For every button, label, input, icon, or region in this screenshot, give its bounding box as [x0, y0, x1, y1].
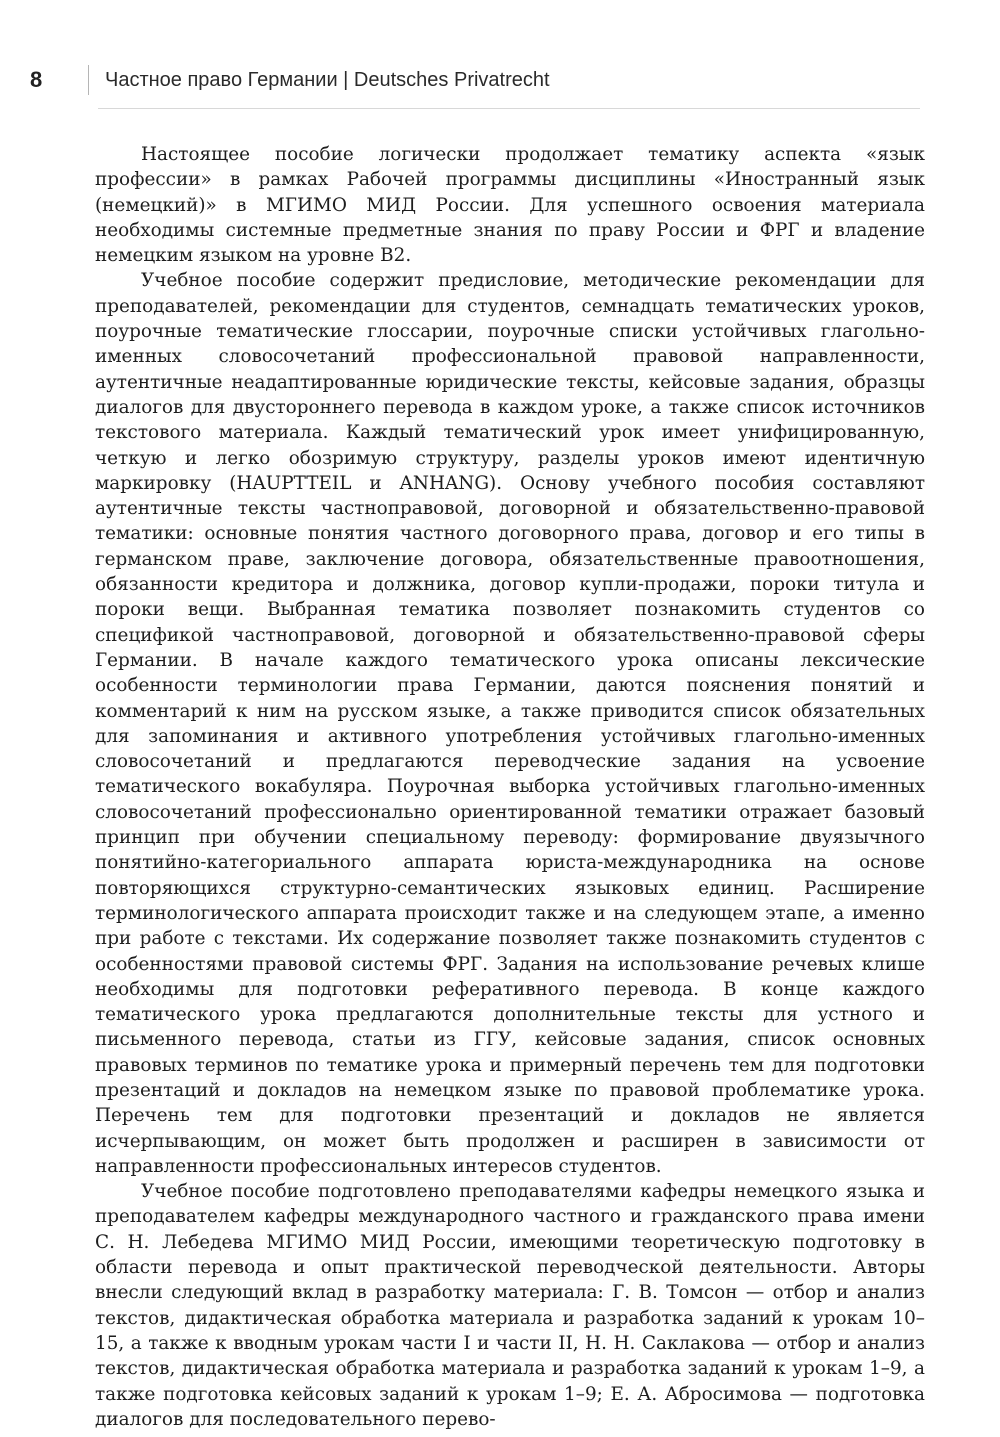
body-text	[95, 142, 925, 1432]
header-rule	[98, 108, 920, 109]
page-header	[30, 62, 920, 98]
header-separator	[88, 65, 89, 95]
page-number: 8	[30, 67, 43, 92]
paragraph: Настоящее пособие логически продолжает тематику аспекта «язык профессии» в рамках Рабочей программы дисциплины «Иностранный язык (немецкий)» в МГИМО МИД России. Для успешного освоения материала необходимы системные предметные знания по праву России и ФРГ и владение немецким языком на уровне B2.	[95, 144, 925, 267]
paragraph: Учебное пособие содержит предисловие, методические рекомендации для преподавателей, рекомендации для студентов, семнадцать тематических уроков, поурочные тематические глоссарии, поурочные списки устойчивых глагольно-именных словосочетаний профессиональной правовой направленности, аутентичные неадаптированные юридические тексты, кейсовые задания, образцы диалогов для двустороннего перевода в каждом уроке, а также список источников текстового материала. Каждый тематический урок имеет унифицированную, четкую и легко обозримую структуру, разделы уроков имеют идентичную маркировку (HAUPTTEIL и ANHANG). Основу учебного пособия составляют аутентичные тексты частноправовой, договорной и обязательственно-правовой тематики: основные понятия частного договорного права, договор и его типы в германском праве, заключение договора, обязательственные правоотношения, обязанности кредитора и должника, договор купли-продажи, пороки титула и пороки вещи. Выбранная тематика позволяет познакомить студентов со спецификой частноправовой, договорной и обязательственно-правовой сферы Германии. В начале каждого тематического урока описаны лексические особенности терминологии права Германии, даются пояснения понятий и комментарий к ним на русском языке, а также приводится список обязательных для запоминания и активного употребления устойчивых глагольно-именных словосочетаний и предлагаются переводческие задания на усвоение тематического вокабуляра. Поурочная выборка устойчивых глагольно-именных словосочетаний профессионально ориентированной тематики отражает базовый принцип при обучении специальному переводу: формирование двуязычного понятийно-категориального аппарата юриста-международника на основе повторяющихся структурно-семантических языковых единиц. Расширение терминологического аппарата происходит также и на следующем этапе, а именно при работе с текстами. Их содержание позволяет также познакомить студентов с особенностями правовой системы ФРГ. Задания на использование речевых клише необходимы для подготовки реферативного перевода. В конце каждого тематического урока предлагаются дополнительные тексты для устного и письменного перевода, статьи из ГГУ, кейсовые задания, список основных правовых терминов по тематике урока и примерный перечень тем для подготовки презентаций и докладов на немецком языке по правовой проблематике урока. Перечень тем для подготовки презентаций и докладов не является исчерпывающим, он может быть продолжен и расширен в зависимости от направленности профессиональных интересов студентов.	[95, 270, 925, 1177]
paragraph: Учебное пособие подготовлено преподавателями кафедры немецкого языка и преподавателем кафедры международного частного и гражданского права имени С. Н. Лебедева МГИМО МИД России, имеющими теоретическую подготовку в области перевода и опыт практической переводческой деятельности. Авторы внесли следующий вклад в разработку материала: Г. В. Томсон — отбор и анализ текстов, дидактическая обработка материала и разработка заданий к урокам 10–15, а также к вводным урокам части I и части II, Н. Н. Саклакова — отбор и анализ текстов, дидактическая обработка материала и разработка заданий к урокам 1–9, а также подготовка кейсовых заданий к урокам 1–9; Е. А. Абросимова — подготовка диалогов для последовательного перево-	[95, 1181, 925, 1430]
running-title: Частное право Германии | Deutsches Privatrecht	[105, 68, 550, 91]
